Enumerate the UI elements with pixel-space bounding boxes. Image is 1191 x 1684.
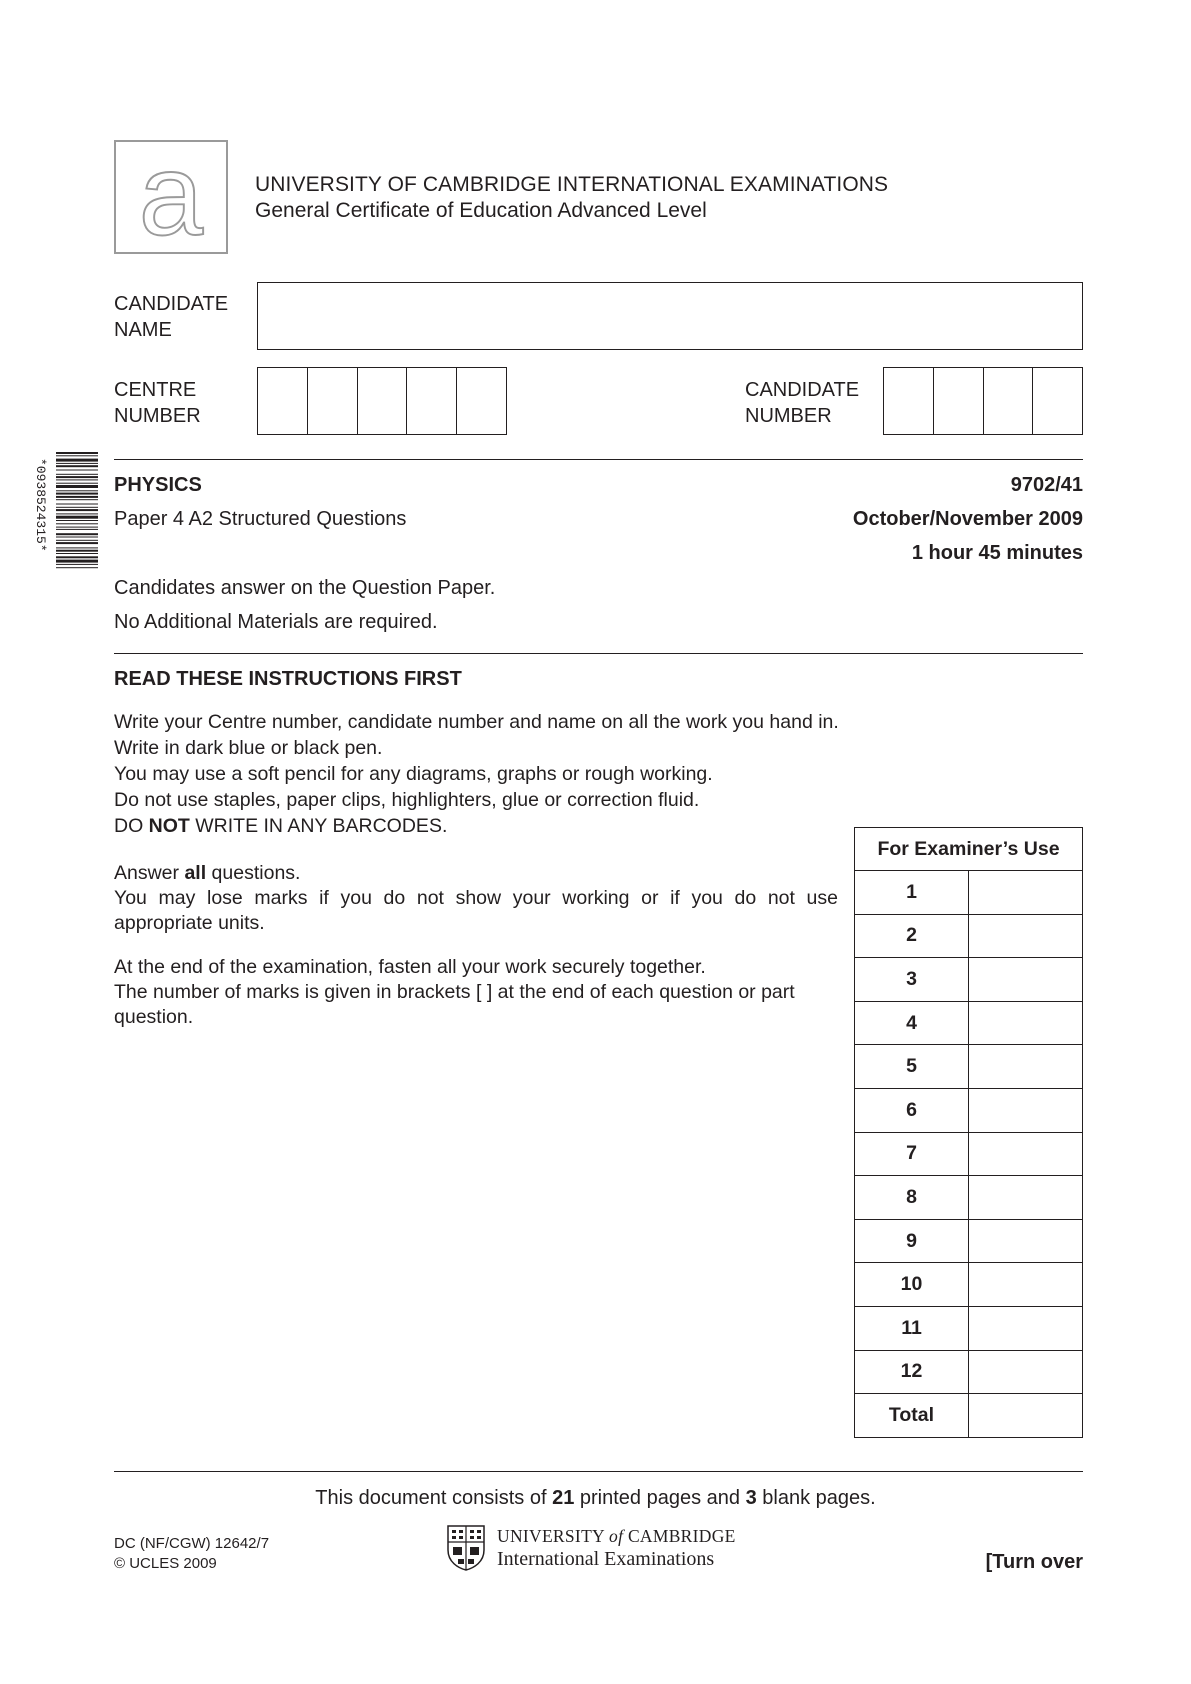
instructions-block-2 [114,860,838,936]
page-count-note: This document consists of 21 printed pages and 3 blank pages. [315,1487,876,1509]
mark-cell[interactable] [969,914,1083,958]
instruction-line: Write your Centre number, candidate number and name on all the work you hand in. [114,711,839,733]
centre-number-label: CENTRE NUMBER [114,379,201,427]
divider [114,653,1083,654]
paper-title: Paper 4 A2 Structured Questions [114,508,407,530]
mark-cell[interactable] [969,1045,1083,1089]
logo-a-glyph [116,142,226,252]
mark-cell[interactable] [969,1219,1083,1263]
mark-cell[interactable] [969,1263,1083,1307]
question-number: 3 [855,958,969,1002]
total-label: Total [855,1394,969,1438]
question-number: 2 [855,914,969,958]
candidate-name-field[interactable] [257,282,1083,350]
instruction-line: Answer all questions. [114,862,301,884]
mark-cell[interactable] [969,1176,1083,1220]
mark-cell[interactable] [969,1001,1083,1045]
barcode-digits: *0938524315* [33,458,48,552]
instruction-line: The number of marks is given in brackets [ ] at the end of each question or part question. [114,981,795,1028]
subject-title: PHYSICS [114,474,202,496]
exam-duration: 1 hour 45 minutes [911,542,1083,564]
qualification-name: General Certificate of Education Advanced Level [255,199,707,222]
exam-board-logo [114,140,228,254]
paper-code: 9702/41 [1010,474,1083,496]
question-number: 4 [855,1001,969,1045]
centre-number-cell[interactable] [258,368,308,434]
divider [114,1471,1083,1472]
question-number: 11 [855,1306,969,1350]
document-reference: DC (NF/CGW) 12642/7 © UCLES 2009 [114,1535,270,1572]
mark-cell[interactable] [969,1350,1083,1394]
question-number: 10 [855,1263,969,1307]
question-number: 12 [855,1350,969,1394]
instruction-line: Do not use staples, paper clips, highlighters, glue or correction fluid. [114,789,700,811]
centre-number-cell[interactable] [407,368,457,434]
question-number: 8 [855,1176,969,1220]
question-number: 6 [855,1088,969,1132]
examiner-row [855,1263,1083,1307]
centre-number-cell[interactable] [358,368,408,434]
examiner-use-table [854,827,1083,1438]
answer-location: Candidates answer on the Question Paper. [114,577,496,599]
examiner-row [855,1088,1083,1132]
examiner-row [855,1176,1083,1220]
mark-cell[interactable] [969,871,1083,915]
instruction-line: DO NOT WRITE IN ANY BARCODES. [114,815,448,837]
copyright: © UCLES 2009 [114,1555,217,1572]
question-number: 9 [855,1219,969,1263]
candidate-number-label: CANDIDATE NUMBER [745,379,860,427]
instruction-line: At the end of the examination, fasten all your work securely together. [114,956,706,978]
candidate-number-cell[interactable] [984,368,1034,434]
university-wordmark: UNIVERSITY of CAMBRIDGE International Examinations [497,1526,736,1570]
examiner-row [855,871,1083,915]
instructions-heading: READ THESE INSTRUCTIONS FIRST [114,668,462,690]
question-number: 5 [855,1045,969,1089]
centre-number-field[interactable] [257,367,507,435]
examiner-row [855,1045,1083,1089]
instruction-line: You may use a soft pencil for any diagrams, graphs or rough working. [114,763,713,785]
instruction-line: Write in dark blue or black pen. [114,737,383,759]
examiner-row [855,1132,1083,1176]
total-mark-cell[interactable] [969,1394,1083,1438]
examiner-row [855,1219,1083,1263]
candidate-number-cell[interactable] [884,368,934,434]
exam-board-name: UNIVERSITY OF CAMBRIDGE INTERNATIONAL EXAMINATIONS [255,173,889,196]
examiner-row [855,1350,1083,1394]
divider [114,459,1083,460]
instructions-block-1 [114,709,844,839]
mark-cell[interactable] [969,958,1083,1002]
candidate-number-cell[interactable] [934,368,984,434]
candidate-number-cell[interactable] [1033,368,1082,434]
examiner-row [855,914,1083,958]
mark-cell[interactable] [969,1306,1083,1350]
materials-note: No Additional Materials are required. [114,611,438,633]
examiner-row [855,1306,1083,1350]
centre-number-cell[interactable] [457,368,506,434]
svg-text:a: a [138,142,204,252]
examiner-total-row [855,1394,1083,1438]
candidate-number-field[interactable] [883,367,1083,435]
university-crest-icon [446,1524,486,1572]
examiner-row [855,958,1083,1002]
mark-cell[interactable] [969,1088,1083,1132]
candidate-name-label: CANDIDATE NAME [114,293,229,341]
turn-over-note: [Turn over [985,1551,1083,1573]
examiner-table-heading: For Examiner’s Use [855,828,1083,871]
exam-session: October/November 2009 [852,508,1083,530]
instruction-line: You may lose marks if you do not show your working or if you do not use appropriate units. [114,887,838,934]
mark-cell[interactable] [969,1132,1083,1176]
instructions-block-3 [114,954,814,1030]
centre-number-cell[interactable] [308,368,358,434]
question-number: 7 [855,1132,969,1176]
examiner-row [855,1001,1083,1045]
question-number: 1 [855,871,969,915]
